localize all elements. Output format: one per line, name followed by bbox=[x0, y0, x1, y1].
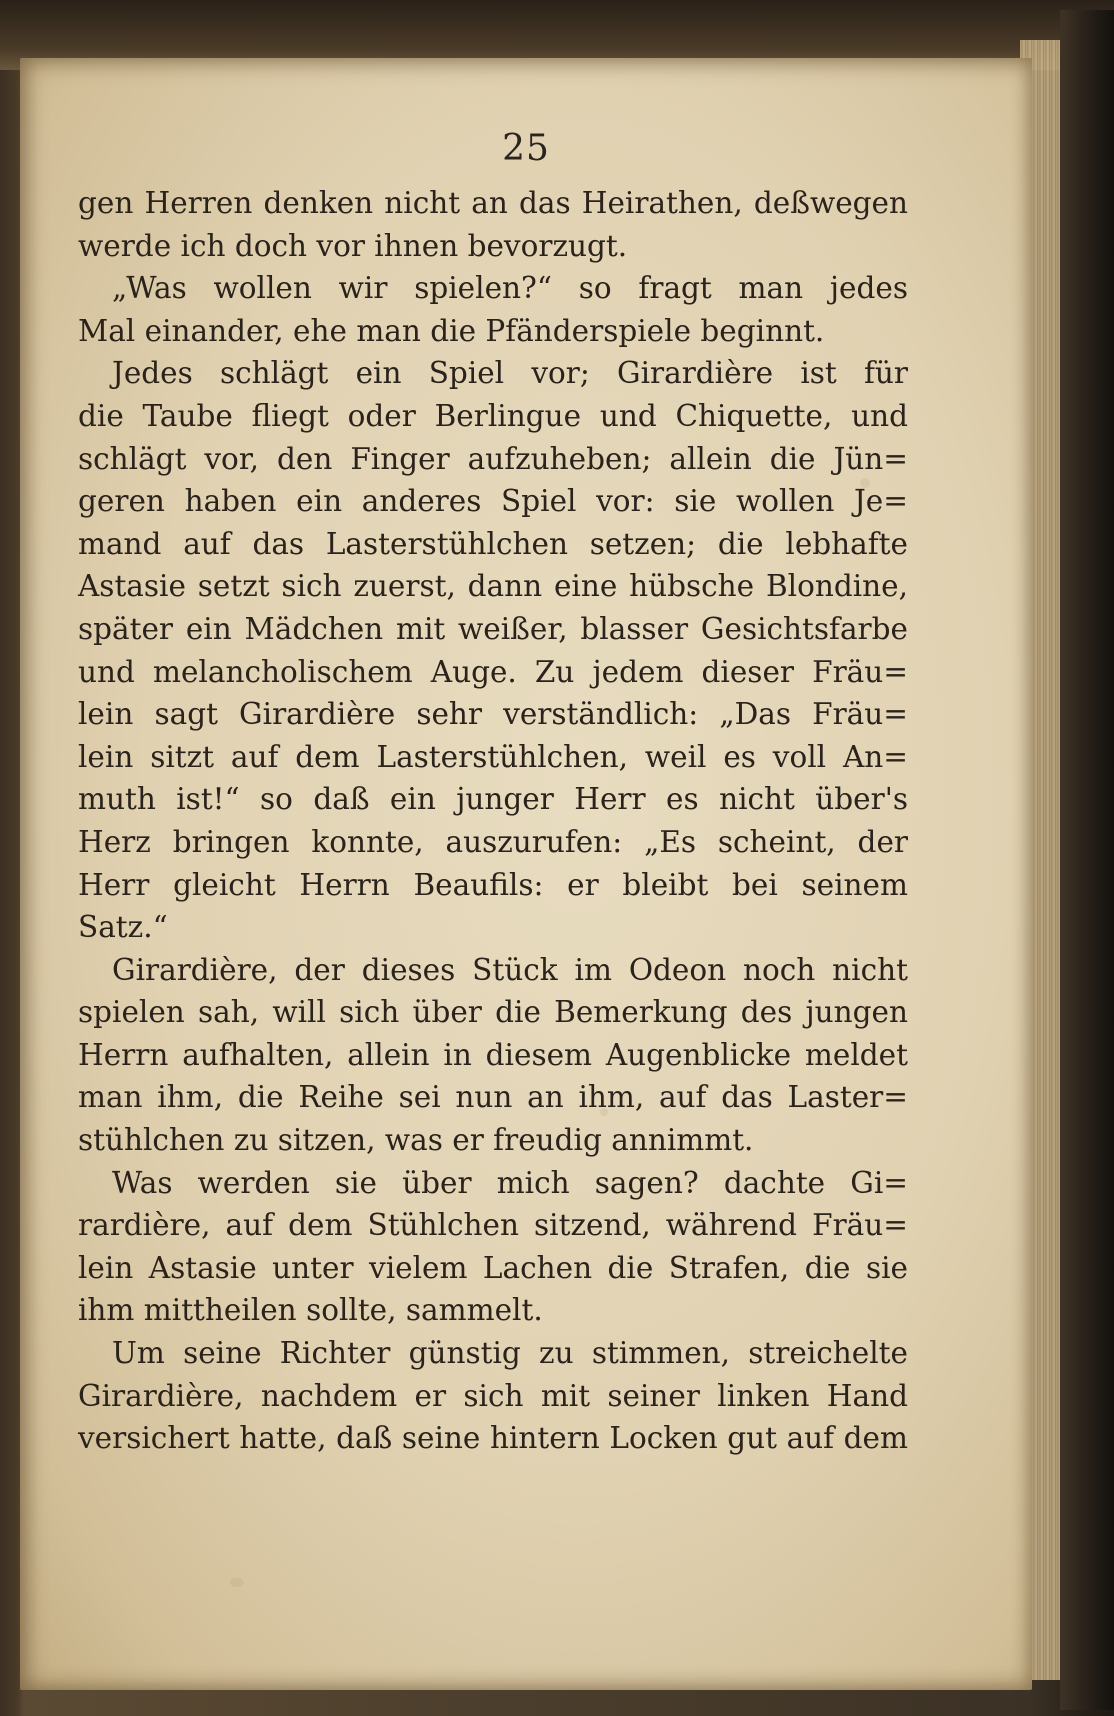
text-line: Um seine Richter günstig zu stimmen, streichelte bbox=[112, 1336, 908, 1371]
text-line: Was werden sie über mich sagen? dachte Gi= bbox=[112, 1165, 908, 1200]
text-line: werde ich doch vor ihnen bevorzugt. bbox=[78, 228, 628, 263]
text-line: rardière, auf dem Stühlchen sitzend, während Fräu= bbox=[78, 1208, 908, 1243]
text-line: Herr gleicht Herrn Beaufils: er bleibt bei seinem bbox=[78, 867, 908, 902]
text-line: Girardière, der dieses Stück im Odeon noch nicht bbox=[112, 952, 908, 987]
text-line: lein sitzt auf dem Lasterstühlchen, weil es voll An= bbox=[78, 739, 908, 774]
page-number: 25 bbox=[502, 128, 550, 169]
text-line: geren haben ein anderes Spiel vor: sie wollen Je= bbox=[78, 484, 908, 519]
text-line: Herrn aufhalten, allein in diesem Augenblicke meldet bbox=[78, 1037, 908, 1072]
text-line: versichert hatte, daß seine hintern Locken gut auf dem bbox=[78, 1421, 908, 1456]
text-line: schlägt vor, den Finger aufzuheben; allein die Jün= bbox=[78, 441, 908, 476]
text-line: Astasie setzt sich zuerst, dann eine hübsche Blondine, bbox=[78, 569, 908, 604]
text-line: ihm mittheilen sollte, sammelt. bbox=[78, 1293, 543, 1328]
text-line: später ein Mädchen mit weißer, blasser Gesichtsfarbe bbox=[78, 611, 908, 646]
text-line: gen Herren denken nicht an das Heirathen, deßwegen bbox=[78, 186, 908, 220]
text-line: Girardière, nachdem er sich mit seiner linken Hand bbox=[78, 1378, 908, 1413]
text-line: Jedes schlägt ein Spiel vor; Girardière ist für bbox=[112, 356, 908, 391]
text-line: „Was wollen wir spielen?“ so fragt man jedes bbox=[112, 271, 908, 306]
text-line: Satz.“ bbox=[78, 910, 168, 945]
paper-stain bbox=[230, 1578, 244, 1587]
text-line: Mal einander, ehe man die Pfänderspiele beginnt. bbox=[78, 313, 825, 348]
text-line: lein Astasie unter vielem Lachen die Strafen, die sie bbox=[78, 1250, 908, 1285]
book-cover-right bbox=[1060, 10, 1114, 1710]
text-line: stühlchen zu sitzen, was er freudig annimmt. bbox=[78, 1123, 754, 1158]
book-page bbox=[20, 58, 1032, 1690]
body-text bbox=[78, 182, 908, 1460]
text-line: mand auf das Lasterstühlchen setzen; die lebhafte bbox=[78, 526, 908, 561]
text-line: und melancholischem Auge. Zu jedem dieser Fräu= bbox=[78, 654, 908, 689]
text-line: man ihm, die Reihe sei nun an ihm, auf das Laster= bbox=[78, 1080, 908, 1115]
text-line: lein sagt Girardière sehr verständlich: „Das Fräu= bbox=[78, 697, 908, 732]
text-line: spielen sah, will sich über die Bemerkung des jungen bbox=[78, 995, 908, 1030]
text-line: muth ist!“ so daß ein junger Herr es nicht über's bbox=[78, 782, 908, 817]
text-line: Herz bringen konnte, auszurufen: „Es scheint, der bbox=[78, 824, 908, 859]
text-line: die Taube fliegt oder Berlingue und Chiquette, und bbox=[78, 398, 908, 433]
